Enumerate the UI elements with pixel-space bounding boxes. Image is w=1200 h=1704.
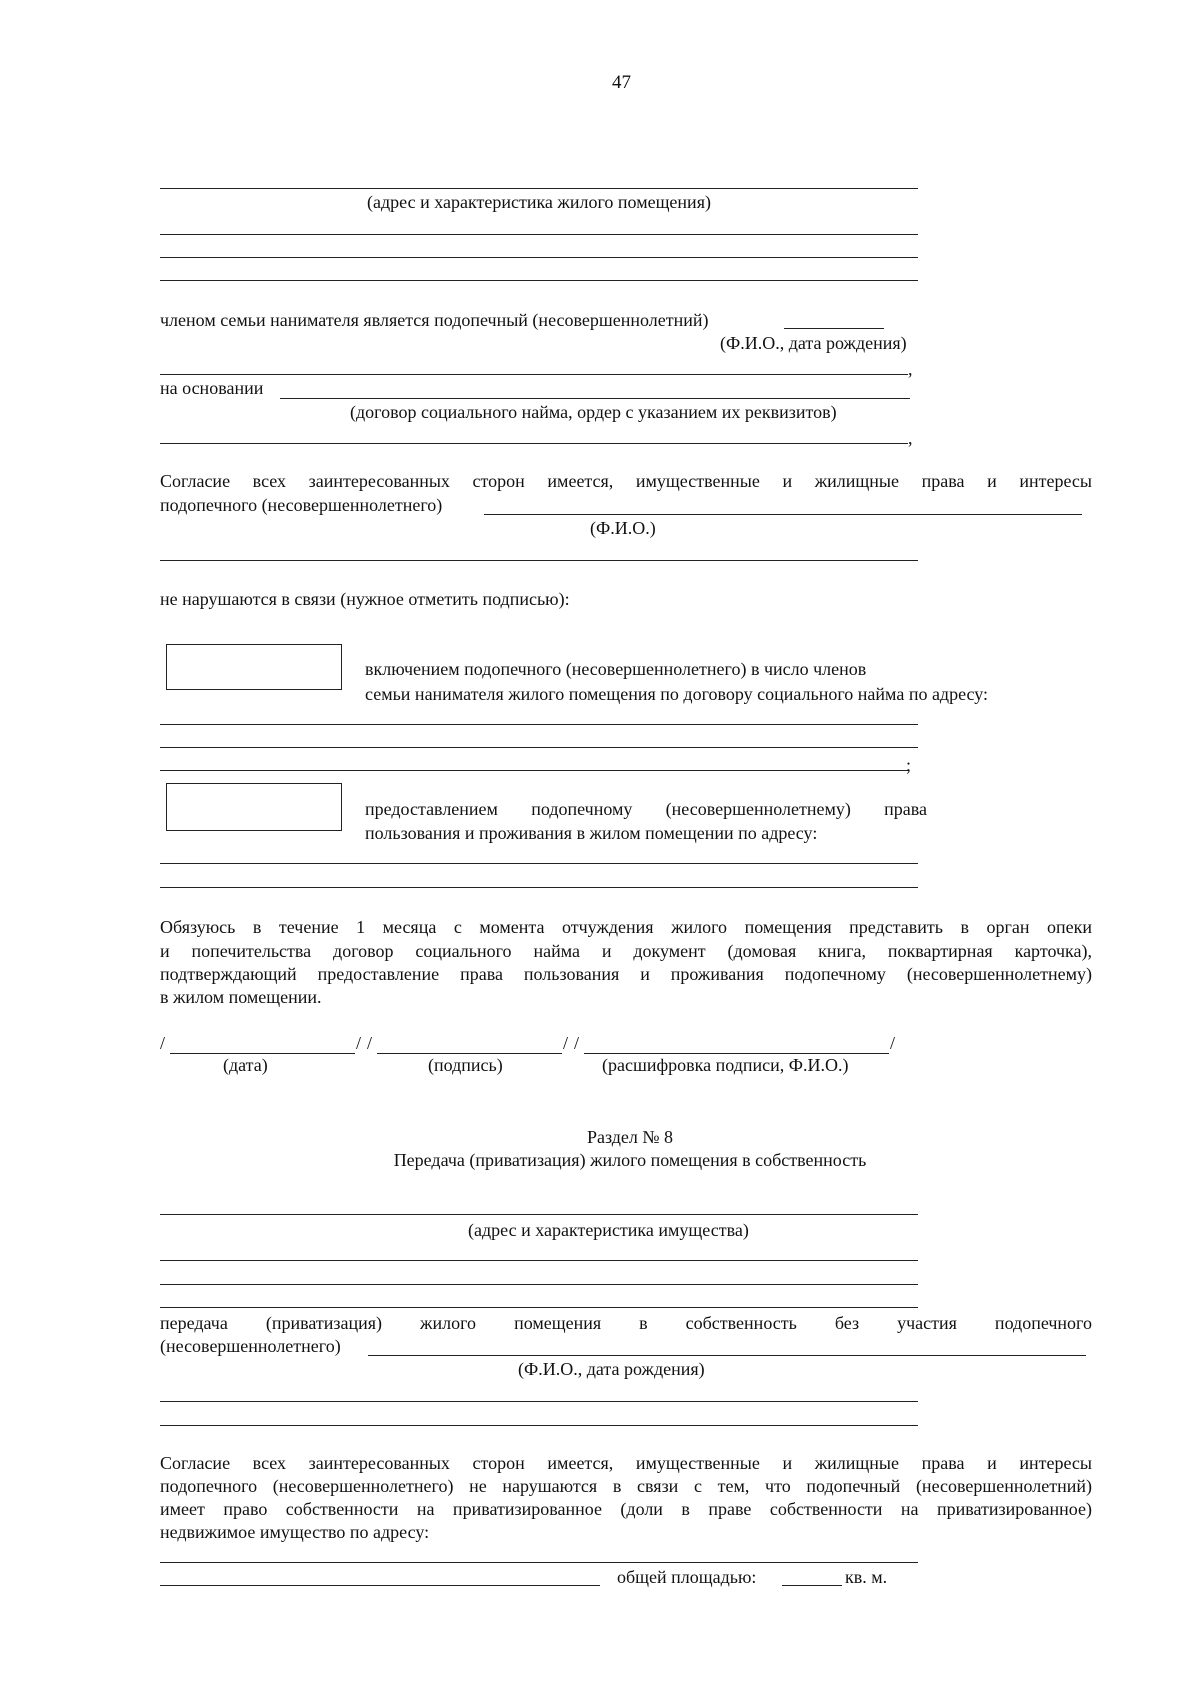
option2-address-line-2[interactable]: [160, 887, 918, 888]
address-line-4[interactable]: [160, 280, 918, 281]
transfer-line-3[interactable]: [160, 1401, 918, 1402]
option1-line-2: семьи нанимателя жилого помещения по договору социального найма по адресу:: [365, 684, 989, 704]
area-input-line[interactable]: [782, 1585, 842, 1586]
section8-heading: Раздел № 8: [586, 1127, 674, 1147]
property-address-line-2[interactable]: [160, 1585, 600, 1586]
option2-line-2: пользования и проживания в жилом помещении по адресу:: [365, 823, 818, 843]
transfer-line-4[interactable]: [160, 1425, 918, 1426]
option1-line-1: включением подопечного (несовершеннолетнего) в число членов: [365, 659, 867, 679]
comma-1: ,: [908, 359, 913, 379]
option1-signature-box[interactable]: [166, 644, 342, 690]
s8-address-caption: (адрес и характеристика имущества): [468, 1220, 749, 1240]
sig-date-caption: (дата): [223, 1055, 268, 1075]
not-violated-text: не нарушаются в связи (нужное отметить подписью):: [160, 589, 570, 609]
basis-line-2[interactable]: [160, 443, 908, 444]
option1-address-line-1[interactable]: [160, 724, 918, 725]
sig-slash-5: /: [574, 1033, 580, 1053]
sig-slash-4: /: [563, 1033, 569, 1053]
obligation-line-3: подтверждающий предоставление права пользования и проживания подопечному (несовершеннолетнему): [160, 964, 1092, 984]
consent-fio-line[interactable]: [484, 514, 1082, 515]
transfer-line-1: передача (приватизация) жилого помещения в собственность без участия подопечного: [160, 1313, 1092, 1333]
sig-slash-3: /: [367, 1033, 373, 1053]
sig-slash-2: /: [356, 1033, 362, 1053]
s8-address-line-1[interactable]: [160, 1214, 918, 1215]
option2-address-line-1[interactable]: [160, 863, 918, 864]
fio-birth-caption: (Ф.И.О., дата рождения): [720, 333, 907, 353]
area-label: общей площадью:: [617, 1567, 757, 1587]
section8-title: Передача (приватизация) жилого помещения в собственность: [393, 1150, 867, 1170]
address-caption: (адрес и характеристика жилого помещения): [367, 192, 711, 212]
option1-address-line-2[interactable]: [160, 747, 918, 748]
semicolon-1: ;: [906, 755, 912, 775]
sig-decode-caption: (расшифровка подписи, Ф.И.О.): [602, 1055, 849, 1075]
s8-address-line-4[interactable]: [160, 1307, 918, 1308]
property-address-line-1[interactable]: [160, 1562, 918, 1563]
option2-signature-box[interactable]: [166, 783, 342, 831]
address-line-1[interactable]: [160, 188, 918, 189]
member-line-2[interactable]: [160, 374, 908, 375]
address-line-3[interactable]: [160, 257, 918, 258]
sig-signature-caption: (подпись): [428, 1055, 503, 1075]
obligation-line-4: в жилом помещении.: [160, 987, 322, 1007]
consent-line-3[interactable]: [160, 560, 918, 561]
page-number: 47: [612, 72, 631, 93]
transfer-line-2-label: (несовершеннолетнего): [160, 1336, 341, 1356]
comma-2: ,: [908, 428, 913, 448]
s8-address-line-2[interactable]: [160, 1260, 918, 1261]
basis-line[interactable]: [280, 398, 910, 399]
area-unit: кв. м.: [845, 1567, 888, 1587]
member-text: членом семьи нанимателя является подопечный (несовершеннолетний): [160, 310, 709, 330]
obligation-line-2: и попечительства договор социального найма и документ (домовая книга, поквартирная карточка),: [160, 941, 1092, 961]
s8-address-line-3[interactable]: [160, 1284, 918, 1285]
option1-address-line-3[interactable]: [160, 770, 908, 771]
s8-consent-line-3: имеет право собственности на приватизированное (доли в праве собственности на приватизированное): [160, 1499, 1092, 1519]
address-line-2[interactable]: [160, 234, 918, 235]
fio-caption: (Ф.И.О.): [590, 518, 656, 538]
consent-line-1: Согласие всех заинтересованных сторон имеется, имущественные и жилищные права и интересы: [160, 471, 1092, 491]
basis-label: на основании: [160, 378, 264, 398]
s8-consent-line-4: недвижимое имущество по адресу:: [160, 1522, 430, 1542]
consent-line-2-label: подопечного (несовершеннолетнего): [160, 495, 443, 515]
option2-line-1: предоставлением подопечному (несовершеннолетнему) права: [365, 799, 927, 819]
member-fio-line[interactable]: [784, 328, 884, 329]
transfer-fio-line[interactable]: [368, 1355, 1086, 1356]
obligation-line-1: Обязуюсь в течение 1 месяца с момента отчуждения жилого помещения представить в орган опеки: [160, 917, 1092, 937]
s8-consent-line-1: Согласие всех заинтересованных сторон имеется, имущественные и жилищные права и интересы: [160, 1453, 1092, 1473]
basis-caption: (договор социального найма, ордер с указанием их реквизитов): [350, 402, 837, 422]
sig-slash-6: /: [890, 1033, 896, 1053]
s8-consent-line-2: подопечного (несовершеннолетнего) не нарушаются в связи с тем, что подопечный (несовершеннолетний): [160, 1476, 1092, 1496]
s8-fio-birth-caption: (Ф.И.О., дата рождения): [518, 1359, 705, 1379]
sig-slash-1: /: [160, 1033, 166, 1053]
